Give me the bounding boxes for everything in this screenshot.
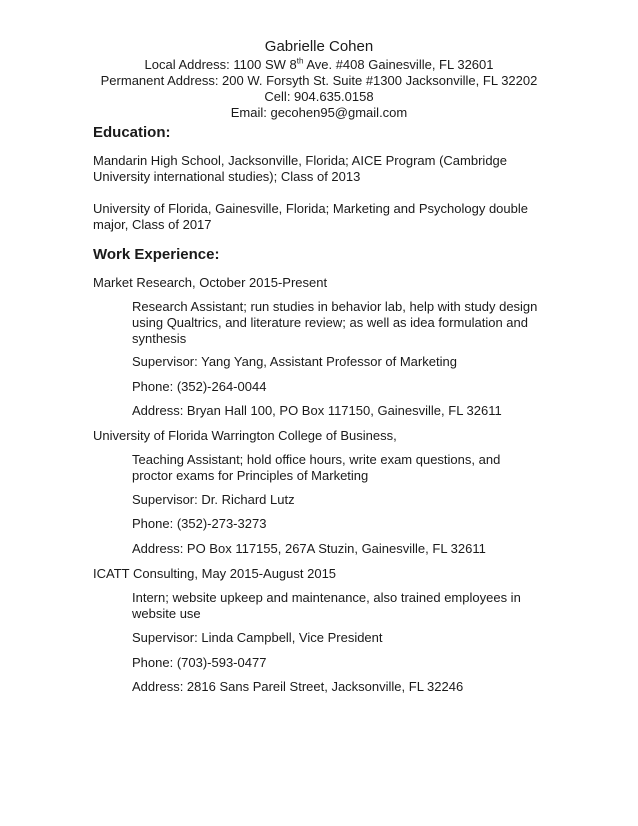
job-2-supervisor: Supervisor: Dr. Richard Lutz: [132, 492, 295, 507]
job-2-phone: Phone: (352)-273-3273: [132, 516, 267, 531]
job-3-org: ICATT Consulting, May 2015-August 2015: [93, 566, 337, 581]
job-2-role: Teaching Assistant; hold office hours, write exam questions, and proctor exams for Principles of Marketing: [132, 452, 501, 483]
education-heading: Education:: [93, 124, 171, 141]
job-1-org: Market Research, October 2015-Present: [93, 275, 328, 290]
job-3-supervisor: Supervisor: Linda Campbell, Vice President: [132, 630, 383, 645]
local-address-ordinal: th: [296, 56, 304, 66]
job-1-address: Address: Bryan Hall 100, PO Box 117150, Gainesville, FL 32611: [132, 403, 502, 418]
local-address: [0, 57, 638, 73]
education-entry-high-school: Mandarin High School, Jacksonville, Florida; AICE Program (Cambridge University international studies); Class of 2013: [93, 153, 508, 184]
education-entry-university: University of Florida, Gainesville, Florida; Marketing and Psychology double major, Class of 2017: [93, 201, 528, 232]
cell-phone: Cell: 904.635.0158: [264, 89, 374, 104]
local-address-prefix: Local Address: 1100 SW 8: [144, 57, 297, 72]
work-experience-heading: Work Experience:: [93, 246, 220, 263]
email-address: Email: gecohen95@gmail.com: [230, 105, 408, 120]
permanent-address: Permanent Address: 200 W. Forsyth St. Suite #1300 Jacksonville, FL 32202: [100, 73, 538, 88]
job-1-phone: Phone: (352)-264-0044: [132, 379, 267, 394]
job-2-org: University of Florida Warrington College of Business,: [93, 428, 397, 443]
job-1-role: Research Assistant; run studies in behavior lab, help with study design using Qualtrics, and literature review; as well as idea formulation and synthesis: [132, 299, 538, 346]
job-1-supervisor: Supervisor: Yang Yang, Assistant Professor of Marketing: [132, 354, 457, 369]
job-3-role: Intern; website upkeep and maintenance, also trained employees in website use: [132, 590, 521, 621]
local-address-suffix: Ave. #408 Gainesville, FL 32601: [303, 57, 494, 72]
job-3-phone: Phone: (703)-593-0477: [132, 655, 267, 670]
contact-header: [0, 38, 638, 121]
job-2-address: Address: PO Box 117155, 267A Stuzin, Gainesville, FL 32611: [132, 541, 486, 556]
applicant-name: Gabrielle Cohen: [264, 38, 374, 55]
job-3-address: Address: 2816 Sans Pareil Street, Jacksonville, FL 32246: [132, 679, 464, 694]
